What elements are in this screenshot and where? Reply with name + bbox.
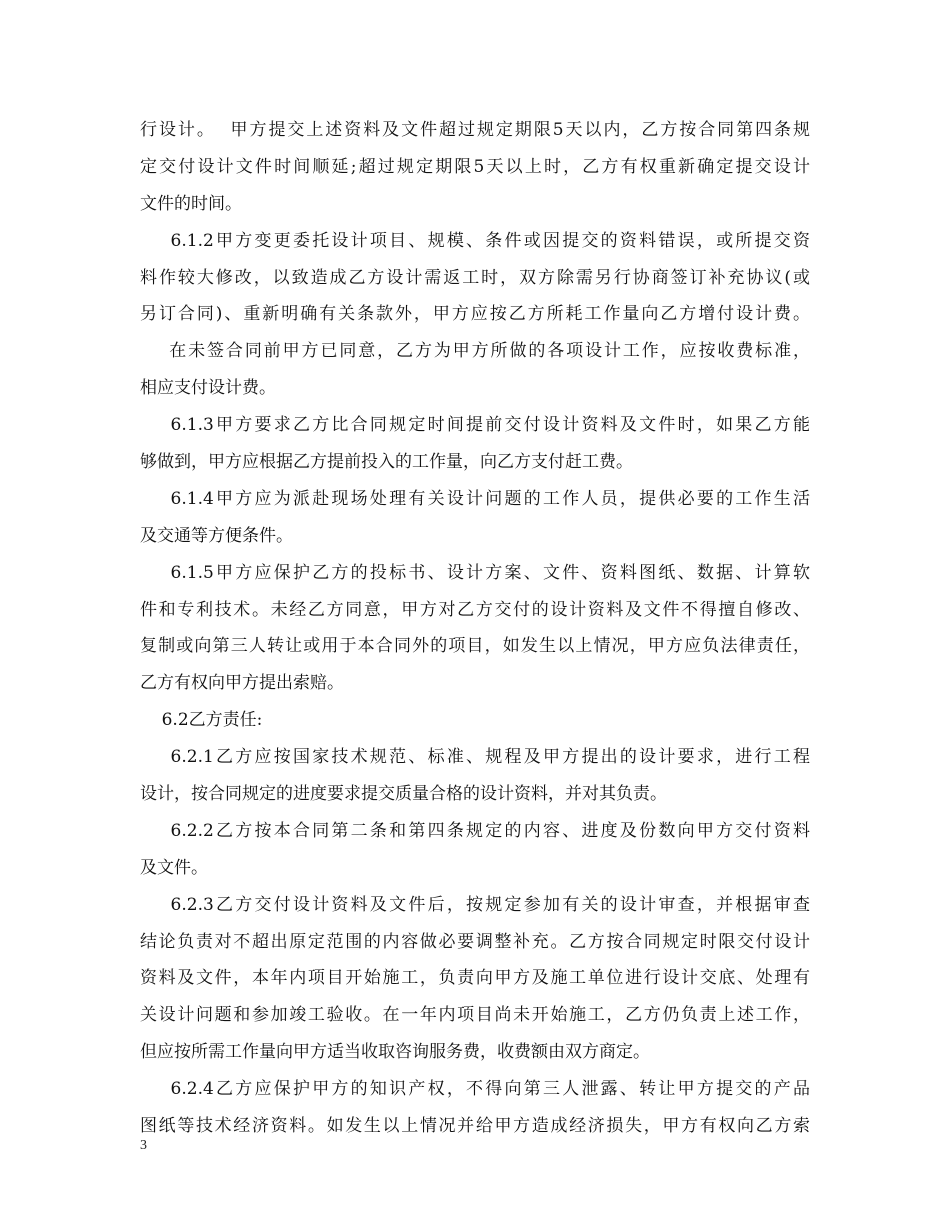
text-line: 但应按所需工作量向甲方适当收取咨询服务费，收费额由双方商定。 xyxy=(140,1042,650,1063)
text-line: 相应支付设计费。 xyxy=(140,378,276,399)
text-line: 图纸等技术经济资料。如发生以上情况并给甲方造成经济损失，甲方有权向乙方索 xyxy=(140,1116,810,1137)
document-body xyxy=(140,112,810,1145)
text-line: 行设计。 甲方提交上述资料及文件超过规定期限5天以内，乙方按合同第四条规 xyxy=(140,120,810,140)
text-line: 6.2.3乙方交付设计资料及文件后，按规定参加有关的设计审查，并根据审查 xyxy=(140,894,810,915)
text-line: 够做到，甲方应根据乙方提前投入的工作量，向乙方支付赶工费。 xyxy=(140,452,633,473)
text-line: 复制或向第三人转让或用于本合同外的项目，如发生以上情况，甲方应负法律责任， xyxy=(140,636,810,657)
text-line: 结论负责对不超出原定范围的内容做必要调整补充。乙方按合同规定时限交付设计 xyxy=(140,931,810,952)
text-line: 设计，按合同规定的进度要求提交质量合格的设计资料，并对其负责。 xyxy=(140,784,667,805)
text-line: 6.1.4甲方应为派赴现场处理有关设计问题的工作人员，提供必要的工作生活 xyxy=(140,488,810,509)
text-line: 另订合同)、重新明确有关条款外，甲方应按乙方所耗工作量向乙方增付设计费。 xyxy=(140,304,810,325)
text-line: 料作较大修改，以致造成乙方设计需返工时，双方除需另行协商签订补充协议(或 xyxy=(140,267,810,288)
text-line: 6.2.2乙方按本合同第二条和第四条规定的内容、进度及份数向甲方交付资料 xyxy=(140,820,810,841)
text-line: 关设计问题和参加竣工验收。在一年内项目尚未开始施工，乙方仍负责上述工作， xyxy=(140,1005,810,1026)
text-line: 及文件。 xyxy=(140,857,208,878)
text-line: 件和专利技术。未经乙方同意，甲方对乙方交付的设计资料及文件不得擅自修改、 xyxy=(140,599,810,620)
text-line: 在未签合同前甲方已同意，乙方为甲方所做的各项设计工作，应按收费标准， xyxy=(140,341,810,362)
text-line: 6.2.1乙方应按国家技术规范、标准、规程及甲方提出的设计要求，进行工程 xyxy=(140,747,810,768)
text-line: 定交付设计文件时间顺延;超过规定期限5天以上时，乙方有权重新确定提交设计 xyxy=(140,156,810,177)
section-heading: 6.2乙方责任: xyxy=(140,710,263,731)
text-line: 乙方有权向甲方提出索赔。 xyxy=(140,673,344,694)
text-line: 及交通等方便条件。 xyxy=(140,525,293,546)
page-number: 3 xyxy=(140,1138,147,1153)
text-line: 6.1.2甲方变更委托设计项目、规模、条件或因提交的资料错误，或所提交资 xyxy=(140,230,810,251)
text-line: 6.1.5甲方应保护乙方的投标书、设计方案、文件、资料图纸、数据、计算软 xyxy=(140,562,810,583)
text-line: 6.2.4乙方应保护甲方的知识产权，不得向第三人泄露、转让甲方提交的产品 xyxy=(140,1079,810,1100)
text-line: 资料及文件，本年内项目开始施工，负责向甲方及施工单位进行设计交底、处理有 xyxy=(140,968,810,989)
text-line: 文件的时间。 xyxy=(140,193,242,214)
text-line: 6.1.3甲方要求乙方比合同规定时间提前交付设计资料及文件时，如果乙方能 xyxy=(140,415,810,436)
